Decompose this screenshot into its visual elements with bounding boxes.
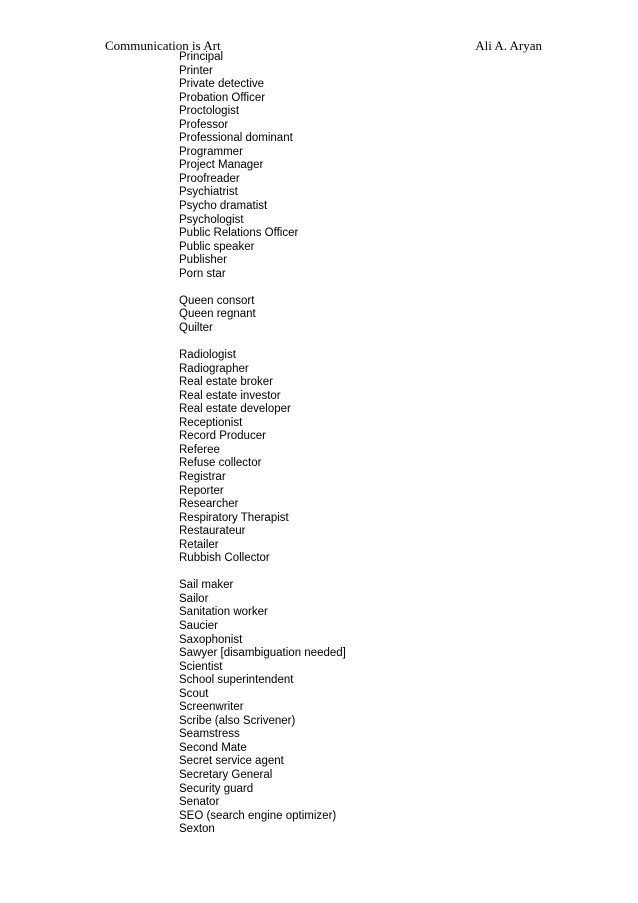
list-item: Second Mate bbox=[179, 741, 247, 754]
list-item: Seamstress bbox=[179, 728, 240, 741]
list-item: Printer bbox=[179, 64, 213, 77]
list-item: Senator bbox=[179, 796, 220, 809]
list-item: Registrar bbox=[179, 470, 226, 483]
list-item: Scout bbox=[179, 687, 209, 700]
list-item: Sexton bbox=[179, 823, 215, 836]
list-item: Secretary General bbox=[179, 768, 273, 781]
list-item: Probation Officer bbox=[179, 91, 266, 104]
list-item: Professor bbox=[179, 118, 229, 131]
list-item: Radiographer bbox=[179, 362, 249, 375]
list-item: Restaurateur bbox=[179, 525, 246, 538]
list-item: Scribe (also Scrivener) bbox=[179, 714, 296, 727]
list-item: Record Producer bbox=[179, 430, 266, 443]
list-item: Saxophonist bbox=[179, 633, 243, 646]
list-item: Publisher bbox=[179, 254, 227, 267]
list-item: Sanitation worker bbox=[179, 606, 268, 619]
list-item: Security guard bbox=[179, 782, 254, 795]
list-item: Researcher bbox=[179, 498, 239, 511]
list-spacer bbox=[179, 566, 346, 580]
list-item: Quilter bbox=[179, 321, 213, 334]
list-item: Radiologist bbox=[179, 349, 236, 362]
list-item: Refuse collector bbox=[179, 457, 262, 470]
list-item: Proofreader bbox=[179, 172, 240, 185]
header-author: Ali A. Aryan bbox=[475, 38, 542, 53]
list-item: Private detective bbox=[179, 78, 265, 91]
list-item: Respiratory Therapist bbox=[179, 511, 289, 524]
list-spacer bbox=[179, 281, 346, 295]
header-left-title: Communication is Art bbox=[105, 38, 221, 53]
list-item: Public Relations Officer bbox=[179, 227, 299, 240]
list-item: Real estate broker bbox=[179, 376, 273, 389]
list-item: Proctologist bbox=[179, 105, 240, 118]
list-item: Public speaker bbox=[179, 240, 255, 253]
list-item: Rubbish Collector bbox=[179, 552, 270, 565]
list-item: Psycho dramatist bbox=[179, 200, 268, 213]
list-item: Queen regnant bbox=[179, 308, 256, 321]
list-item: Screenwriter bbox=[179, 701, 244, 714]
list-item: Sawyer [disambiguation needed] bbox=[179, 647, 346, 660]
list-item: Programmer bbox=[179, 145, 243, 158]
list-item: Professional dominant bbox=[179, 132, 293, 145]
list-item: Receptionist bbox=[179, 416, 243, 429]
list-item: SEO (search engine optimizer) bbox=[179, 809, 337, 822]
list-item: Queen consort bbox=[179, 294, 255, 307]
list-item: Real estate developer bbox=[179, 403, 291, 416]
list-item: Principal bbox=[179, 51, 224, 63]
list-item: Psychologist bbox=[179, 213, 244, 226]
list-item: Referee bbox=[179, 443, 220, 456]
occupation-list bbox=[179, 51, 346, 837]
list-item: Secret service agent bbox=[179, 755, 284, 768]
list-item: Real estate investor bbox=[179, 389, 281, 402]
list-item: Scientist bbox=[179, 660, 223, 673]
list-item: Retailer bbox=[179, 538, 219, 551]
list-item: Sailor bbox=[179, 592, 209, 605]
list-item: Reporter bbox=[179, 484, 224, 497]
list-item: Psychiatrist bbox=[179, 186, 238, 199]
list-item: School superintendent bbox=[179, 674, 294, 687]
list-spacer bbox=[179, 335, 346, 349]
list-item: Porn star bbox=[179, 267, 226, 280]
list-item: Saucier bbox=[179, 619, 218, 632]
list-item: Sail maker bbox=[179, 579, 234, 592]
list-item: Project Manager bbox=[179, 159, 264, 172]
